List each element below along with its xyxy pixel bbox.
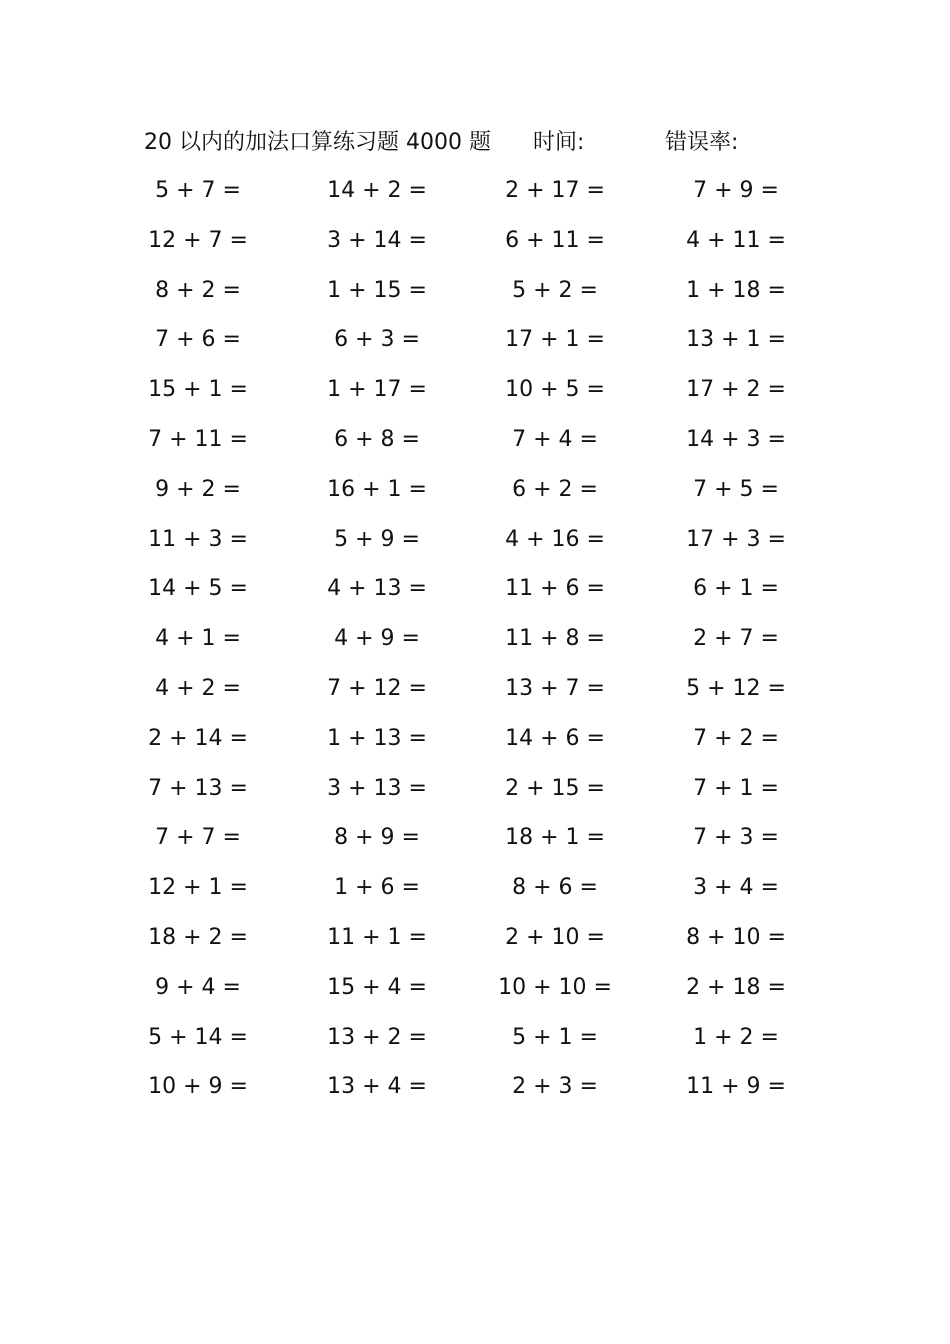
problem-item: 4 + 2 = bbox=[155, 675, 241, 701]
problem-item: 17 + 2 = bbox=[686, 377, 786, 403]
problem-item: 4 + 16 = bbox=[505, 526, 605, 552]
problem-row bbox=[0, 622, 950, 672]
problem-item: 18 + 1 = bbox=[505, 825, 605, 851]
problem-item: 1 + 17 = bbox=[327, 377, 427, 403]
problem-item: 7 + 1 = bbox=[693, 775, 779, 801]
problem-item: 5 + 7 = bbox=[155, 178, 241, 203]
problem-item: 7 + 7 = bbox=[155, 825, 241, 851]
problem-row bbox=[0, 821, 950, 871]
problem-item: 13 + 2 = bbox=[327, 1024, 427, 1050]
problem-item: 14 + 3 = bbox=[686, 426, 786, 452]
error-rate-label: 错误率: bbox=[665, 130, 739, 155]
problem-item: 5 + 12 = bbox=[686, 675, 786, 701]
problem-row bbox=[0, 523, 950, 573]
problem-item: 15 + 1 = bbox=[148, 377, 248, 403]
problem-item: 2 + 10 = bbox=[505, 924, 605, 950]
problem-item: 9 + 2 = bbox=[155, 476, 241, 502]
problem-item: 2 + 7 = bbox=[693, 626, 779, 652]
problem-item: 1 + 6 = bbox=[334, 875, 420, 901]
problem-item: 6 + 2 = bbox=[512, 476, 598, 502]
problem-item: 7 + 5 = bbox=[693, 476, 779, 502]
problem-item: 2 + 18 = bbox=[686, 974, 786, 1000]
problem-row bbox=[0, 423, 950, 473]
problem-item: 7 + 11 = bbox=[148, 426, 248, 452]
problem-item: 7 + 6 = bbox=[155, 327, 241, 353]
problem-item: 8 + 10 = bbox=[686, 924, 786, 950]
problem-item: 1 + 15 = bbox=[327, 277, 427, 303]
problem-item: 6 + 3 = bbox=[334, 327, 420, 353]
problem-item: 7 + 13 = bbox=[148, 775, 248, 801]
problem-item: 5 + 2 = bbox=[512, 277, 598, 303]
problem-item: 4 + 1 = bbox=[155, 626, 241, 652]
problem-item: 2 + 3 = bbox=[512, 1074, 598, 1100]
problem-item: 8 + 9 = bbox=[334, 825, 420, 851]
problem-row bbox=[0, 373, 950, 423]
problem-row bbox=[0, 323, 950, 373]
problem-row bbox=[0, 174, 950, 224]
problem-item: 8 + 6 = bbox=[512, 875, 598, 901]
problem-item: 11 + 9 = bbox=[686, 1074, 786, 1100]
problem-row bbox=[0, 921, 950, 971]
problem-item: 12 + 7 = bbox=[148, 227, 248, 253]
problem-item: 7 + 2 = bbox=[693, 725, 779, 751]
problem-item: 9 + 4 = bbox=[155, 974, 241, 1000]
problem-item: 7 + 12 = bbox=[327, 675, 427, 701]
problem-row bbox=[0, 1021, 950, 1071]
problem-item: 6 + 8 = bbox=[334, 426, 420, 452]
problem-item: 11 + 1 = bbox=[327, 924, 427, 950]
problem-item: 1 + 18 = bbox=[686, 277, 786, 303]
problem-item: 13 + 1 = bbox=[686, 327, 786, 353]
problem-row bbox=[0, 274, 950, 324]
problem-item: 10 + 5 = bbox=[505, 377, 605, 403]
problem-row bbox=[0, 971, 950, 1021]
problem-item: 17 + 1 = bbox=[505, 327, 605, 353]
problem-item: 13 + 7 = bbox=[505, 675, 605, 701]
time-label: 时间: bbox=[533, 130, 585, 155]
problem-item: 11 + 8 = bbox=[505, 626, 605, 652]
problem-row bbox=[0, 722, 950, 772]
problem-item: 10 + 10 = bbox=[498, 974, 612, 1000]
problem-row bbox=[0, 572, 950, 622]
problem-grid bbox=[0, 174, 950, 1120]
problem-item: 17 + 3 = bbox=[686, 526, 786, 552]
worksheet-title: 20 以内的加法口算练习题 4000 题 bbox=[144, 130, 491, 155]
problem-item: 5 + 14 = bbox=[148, 1024, 248, 1050]
problem-item: 5 + 1 = bbox=[512, 1024, 598, 1050]
problem-item: 1 + 13 = bbox=[327, 725, 427, 751]
problem-item: 11 + 6 = bbox=[505, 576, 605, 602]
problem-item: 16 + 1 = bbox=[327, 476, 427, 502]
problem-item: 10 + 9 = bbox=[148, 1074, 248, 1100]
problem-row bbox=[0, 672, 950, 722]
problem-item: 3 + 4 = bbox=[693, 875, 779, 901]
problem-item: 6 + 1 = bbox=[693, 576, 779, 602]
problem-item: 4 + 9 = bbox=[334, 626, 420, 652]
problem-item: 18 + 2 = bbox=[148, 924, 248, 950]
problem-item: 2 + 14 = bbox=[148, 725, 248, 751]
worksheet-header bbox=[0, 126, 950, 160]
problem-item: 8 + 2 = bbox=[155, 277, 241, 303]
problem-item: 2 + 15 = bbox=[505, 775, 605, 801]
problem-item: 11 + 3 = bbox=[148, 526, 248, 552]
problem-row bbox=[0, 473, 950, 523]
problem-item: 14 + 6 = bbox=[505, 725, 605, 751]
problem-item: 14 + 2 = bbox=[327, 178, 427, 203]
problem-item: 4 + 11 = bbox=[686, 227, 786, 253]
problem-item: 14 + 5 = bbox=[148, 576, 248, 602]
problem-item: 7 + 4 = bbox=[512, 426, 598, 452]
problem-item: 7 + 3 = bbox=[693, 825, 779, 851]
problem-item: 15 + 4 = bbox=[327, 974, 427, 1000]
problem-item: 5 + 9 = bbox=[334, 526, 420, 552]
problem-item: 3 + 13 = bbox=[327, 775, 427, 801]
problem-item: 13 + 4 = bbox=[327, 1074, 427, 1100]
problem-item: 1 + 2 = bbox=[693, 1024, 779, 1050]
problem-item: 3 + 14 = bbox=[327, 227, 427, 253]
problem-row bbox=[0, 871, 950, 921]
problem-item: 6 + 11 = bbox=[505, 227, 605, 253]
problem-item: 12 + 1 = bbox=[148, 875, 248, 901]
problem-item: 7 + 9 = bbox=[693, 178, 779, 203]
problem-item: 2 + 17 = bbox=[505, 178, 605, 203]
problem-item: 4 + 13 = bbox=[327, 576, 427, 602]
problem-row bbox=[0, 772, 950, 822]
problem-row bbox=[0, 224, 950, 274]
problem-row bbox=[0, 1070, 950, 1120]
